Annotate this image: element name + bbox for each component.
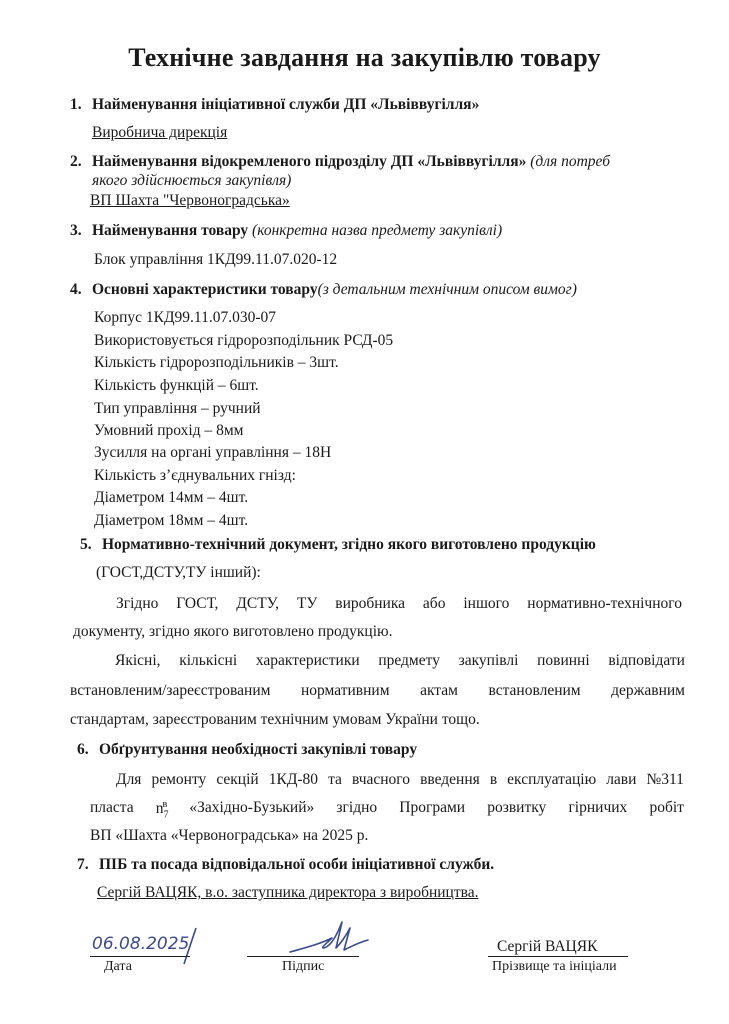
paragraph-line [115,652,685,671]
section-5-heading [80,536,596,555]
section-4-heading [70,281,577,300]
word: робіт [649,799,684,816]
word: виробника [335,595,406,612]
section-7-value: Сергій ВАЦЯК, в.о. заступника директора з виробництва. [97,884,479,901]
paragraph-line [90,799,684,821]
section-heading-text: Найменування відокремленого підрозділу ДП «Львіввугілля» [92,153,527,170]
word: іншого [463,595,510,612]
word: закупівлі [458,652,519,669]
word: предмету [378,652,440,669]
date-label: Дата [104,959,132,974]
section-1-value: Виробнича дирекція [92,124,228,141]
section-note: (конкретна назва предмету закупівлі) [252,222,503,239]
section-heading-text: Найменування товару [92,222,249,239]
word: вчасного [351,771,411,788]
section-1-heading [70,96,479,115]
signature-underline [247,956,359,957]
section-number: 7. [77,856,89,873]
section-heading-text: Обґрунтування необхідності закупівлі товару [99,741,418,758]
word: ДСТУ, [236,595,279,612]
section-number: 2. [70,153,82,170]
word: ТУ [296,595,318,612]
word: згідно [336,799,378,816]
word: повинні [537,652,590,669]
spec-item: Використовується гідророзподільник РСД-05 [94,332,394,349]
section-number: 5. [80,536,92,553]
document-title: Технічне завдання на закупівлю товару [128,43,601,72]
handwritten-date: 06.08.2025 [92,934,190,954]
word: кількісні [179,652,238,669]
section-heading-text: Найменування ініціативної служби ДП «Львіввугілля» [92,96,480,113]
word: Згідно [116,595,159,612]
word: лави [606,771,637,788]
paragraph-line: документу, згідно якого виготовлено продукцію. [73,623,393,640]
word: або [422,595,446,612]
section-2-heading [70,153,610,172]
section-3-heading [70,222,502,241]
word: ремонту [151,771,207,788]
section-2-value: ВП Шахта "Червоноградська» [90,192,290,209]
word: нормативним [301,682,390,699]
section-note: (з детальним технічним описом вимог) [317,281,577,298]
paragraph-line: ВП «Шахта «Червоноградська» на 2025 р. [90,827,369,844]
word: в [489,771,498,788]
spec-item: Кількість гідророзподільників – 3шт. [94,354,339,371]
spec-item: Кількість з’єднувальних гнізд: [94,467,296,484]
section-5-sub: (ГОСТ,ДСТУ,ТУ інший): [96,564,261,581]
section-heading-text: Основні характеристики товару [92,281,318,298]
word: введення [420,771,480,788]
paragraph-line [116,595,682,614]
signature-label: Підпис [282,959,325,974]
paragraph-line [116,771,684,790]
seam-index: $n_7^в$ [155,799,169,821]
spec-item: Кількість функцій – 6шт. [94,377,259,394]
section-2-note-cont: якого здійснюється закупівля) [92,172,292,189]
section-number: 1. [70,96,82,113]
signatory-name: Сергій ВАЦЯК [497,938,598,955]
date-slash-mark [178,926,202,966]
section-number: 4. [70,281,82,298]
paragraph-line: стандартам, зареєстрованим технічним умовам України тощо. [70,711,480,728]
section-heading-text: ПІБ та посада відповідальної особи ініціативної служби. [99,856,495,873]
word: характеристики [255,652,360,669]
word: нормативно-технічного [527,595,682,612]
word: 1КД-80 [268,771,319,788]
word: Програми [399,799,466,816]
word: розвитку [487,799,547,816]
word: Для [116,771,142,788]
word: ГОСТ, [176,595,219,612]
word: експлуатацію [507,771,597,788]
word: гірничих [568,799,628,816]
word: відповідати [608,652,685,669]
section-heading-text: Нормативно-технічний документ, згідно якого виготовлено продукцію [102,536,596,553]
spec-item: Умовний прохід – 8мм [94,422,244,439]
word: встановленим/зареєстрованим [70,682,271,699]
word: «Західно-Бузький» [189,799,315,816]
section-note: (для потреб [530,153,610,170]
word: №311 [646,771,684,788]
paragraph-line [70,682,685,701]
signature-icon [280,918,370,960]
word: встановленим [488,682,581,699]
word: Якісні, [115,652,161,669]
spec-item: Корпус 1КД99.11.07.030-07 [94,309,276,326]
section-3-value: Блок управління 1КД99.11.07.020-12 [94,251,338,268]
name-label: Прізвище та ініціали [492,959,617,974]
word: пласта [90,799,134,816]
spec-item: Зусилля на органі управління – 18Н [94,444,332,461]
section-number: 3. [70,222,82,239]
word: актам [420,682,458,699]
section-6-heading [77,741,417,760]
section-number: 6. [77,741,89,758]
name-underline [488,956,628,957]
date-underline [90,956,190,957]
word: та [328,771,342,788]
spec-item: Тип управління – ручний [94,400,261,417]
word: секцій [216,771,259,788]
word: державним [611,682,685,699]
spec-item: Діаметром 18мм – 4шт. [94,512,249,529]
section-7-heading [77,856,494,875]
spec-item: Діаметром 14мм – 4шт. [94,489,249,506]
